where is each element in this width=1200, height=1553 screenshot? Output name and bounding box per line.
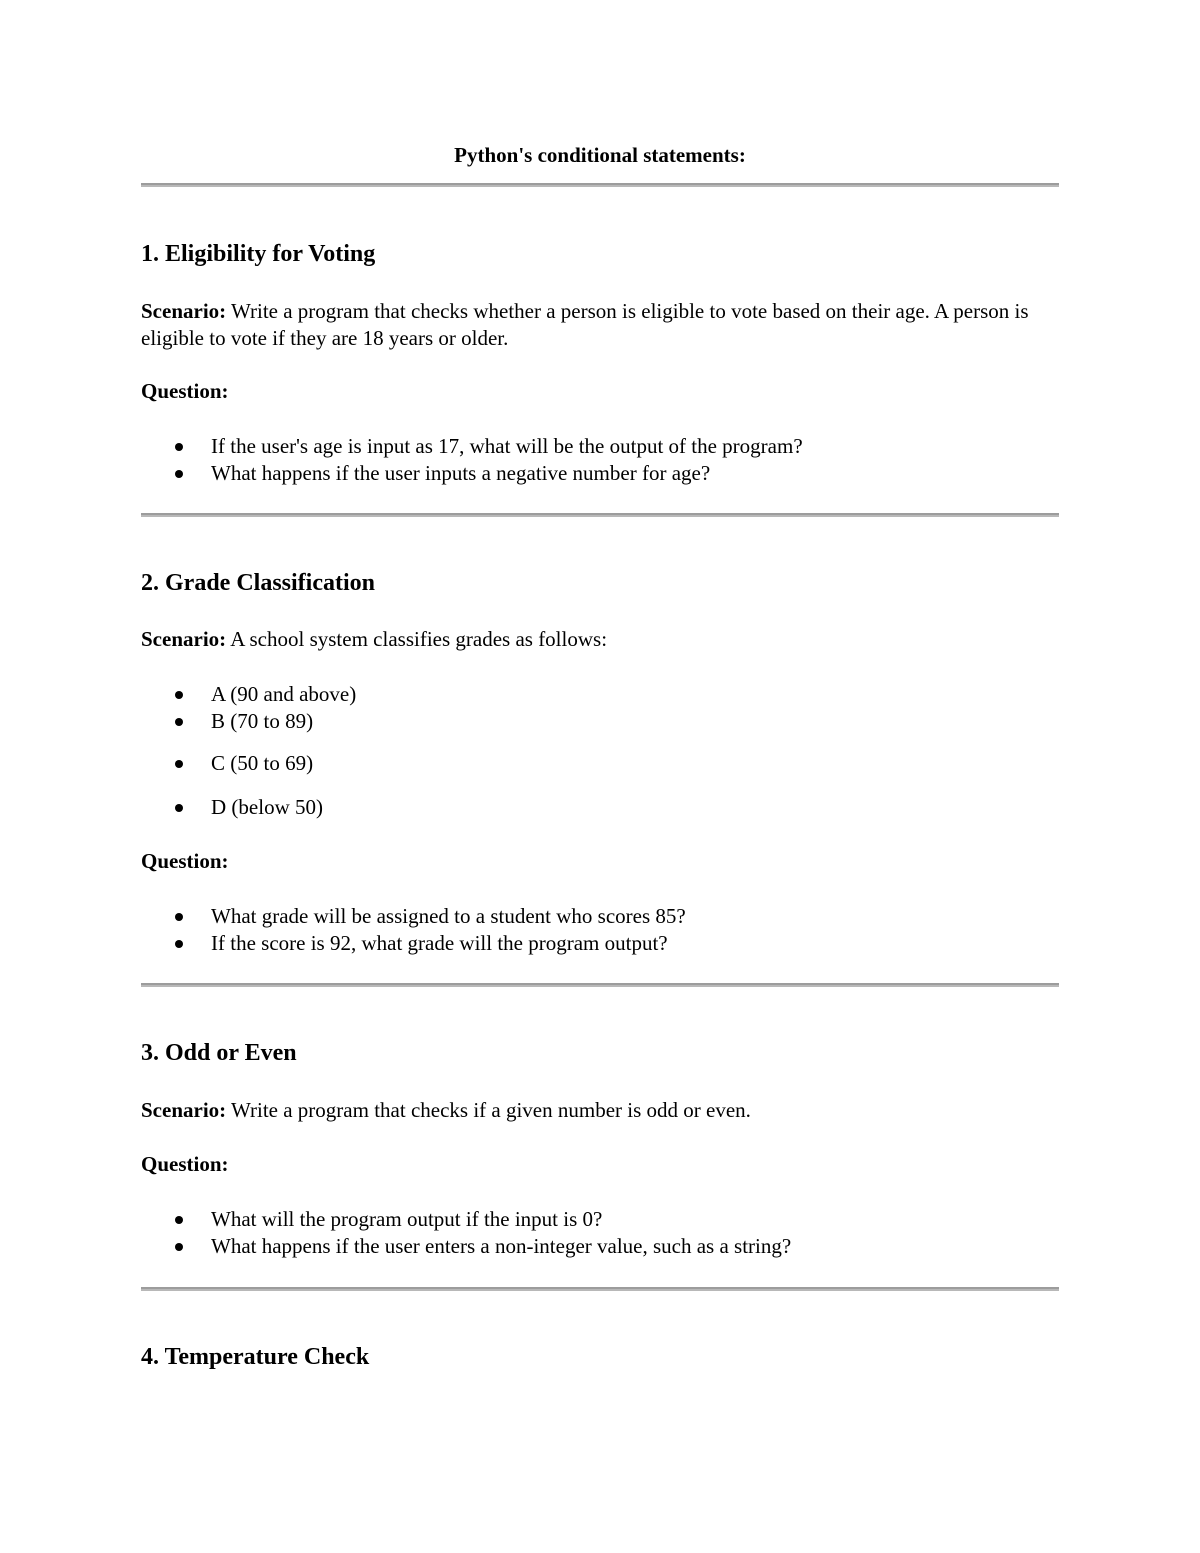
bullet-icon — [175, 691, 183, 699]
question-label: Question: — [141, 379, 229, 403]
scenario-text: A school system classifies grades as follows: — [226, 627, 608, 651]
bullet-icon — [175, 913, 183, 921]
document-title: Python's conditional statements: — [454, 143, 746, 167]
horizontal-rule — [141, 183, 1059, 187]
bullet-icon — [175, 470, 183, 478]
horizontal-rule — [141, 1287, 1059, 1291]
scenario-label: Scenario: — [141, 1098, 227, 1122]
horizontal-rule — [141, 513, 1059, 517]
section-heading-voting: 1. Eligibility for Voting — [141, 241, 376, 267]
bullet-icon — [175, 760, 183, 768]
section-heading-grades: 2. Grade Classification — [141, 570, 375, 596]
bullet-icon — [175, 718, 183, 726]
question-label: Question: — [141, 849, 229, 873]
horizontal-rule — [141, 983, 1059, 987]
scenario-paragraph-grades — [141, 626, 1059, 653]
scenario-text: Write a program that checks whether a person is eligible to vote based on their age. A person is eligible to vote if they are 18 years or older. — [141, 299, 1029, 350]
scenario-paragraph-odd-even — [141, 1097, 1059, 1124]
bullet-icon — [175, 443, 183, 451]
bullet-icon — [175, 1216, 183, 1224]
bullet-icon — [175, 804, 183, 812]
scenario-paragraph-voting — [141, 298, 1059, 352]
question-label: Question: — [141, 1152, 229, 1176]
scenario-label: Scenario: — [141, 627, 227, 651]
bullet-icon — [175, 1243, 183, 1251]
bullet-icon — [175, 940, 183, 948]
scenario-text: Write a program that checks if a given number is odd or even. — [226, 1098, 751, 1122]
scenario-label: Scenario: — [141, 299, 227, 323]
section-heading-temperature: 4. Temperature Check — [141, 1344, 370, 1370]
section-heading-odd-even: 3. Odd or Even — [141, 1040, 297, 1066]
